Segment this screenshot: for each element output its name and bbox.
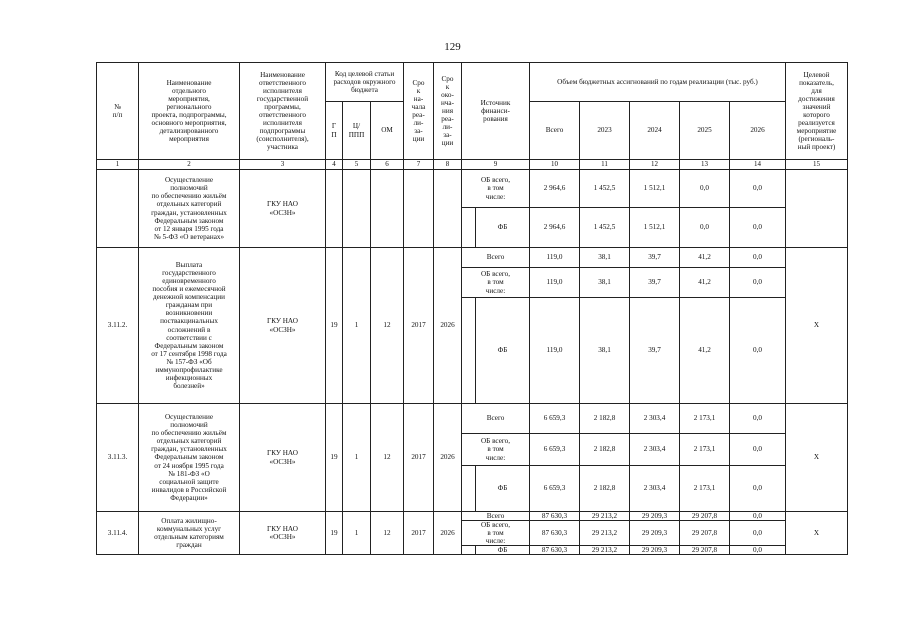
value-total: 6 659,3 [530, 404, 580, 434]
row-name: Выплата государственного единовременного пособия и ежемесячной денежной компенсации гражданам при возникновении поствакцинальных осложнений в соответствии с Федеральным законом от 17 сентября 1998 года № 157-ФЗ «Об иммунопрофилактике инфекционных болезней» [139, 248, 240, 404]
row-end: 2026 [434, 404, 462, 512]
header-no: № п/п [97, 63, 139, 160]
budget-table [96, 62, 848, 555]
row-target: Х [786, 248, 848, 404]
colnum: 6 [371, 160, 404, 170]
row-number: 3.11.4. [97, 512, 139, 555]
row-responsible: ГКУ НАО «ОСЗН» [240, 404, 326, 512]
value-2026: 0,0 [730, 298, 786, 404]
colnum: 9 [462, 160, 530, 170]
row-ppgp: 1 [343, 512, 371, 555]
value-2026: 0,0 [730, 466, 786, 512]
value-2024: 39,7 [630, 248, 680, 268]
row-ppgp [343, 170, 371, 248]
value-total: 6 659,3 [530, 466, 580, 512]
source-label: ОБ всего, в том числе: [462, 170, 530, 208]
value-2025: 0,0 [680, 208, 730, 248]
colnum: 7 [404, 160, 434, 170]
header-source: Источник финанси- рования [462, 63, 530, 160]
value-2026: 0,0 [730, 434, 786, 466]
source-label: ФБ [476, 466, 530, 512]
table-row [97, 404, 848, 434]
colnum: 12 [630, 160, 680, 170]
value-total: 119,0 [530, 298, 580, 404]
page-number: 129 [444, 41, 461, 53]
value-2024: 1 512,1 [630, 208, 680, 248]
row-om: 12 [371, 248, 404, 404]
value-2024: 29 209,3 [630, 546, 680, 555]
value-2024: 39,7 [630, 298, 680, 404]
source-label: Всего [462, 248, 530, 268]
source-label: Всего [462, 512, 530, 521]
value-2025: 41,2 [680, 298, 730, 404]
value-total: 6 659,3 [530, 434, 580, 466]
header-2025: 2025 [680, 102, 730, 160]
value-2025: 41,2 [680, 268, 730, 298]
row-responsible: ГКУ НАО «ОСЗН» [240, 170, 326, 248]
colnum: 14 [730, 160, 786, 170]
header-start: Сро к на- чала реа- ли- за- ции [404, 63, 434, 160]
header-total: Всего [530, 102, 580, 160]
table-row [97, 512, 848, 521]
header-ppgp: Ц/ ППП [343, 102, 371, 160]
colnum: 15 [786, 160, 848, 170]
value-total: 119,0 [530, 268, 580, 298]
row-start: 2017 [404, 404, 434, 512]
row-number: 3.11.3. [97, 404, 139, 512]
value-2025: 0,0 [680, 170, 730, 208]
colnum: 5 [343, 160, 371, 170]
source-label: Всего [462, 404, 530, 434]
table-row [97, 170, 848, 208]
value-2026: 0,0 [730, 170, 786, 208]
value-2023: 1 452,5 [580, 170, 630, 208]
value-2023: 2 182,8 [580, 404, 630, 434]
row-target: Х [786, 512, 848, 555]
value-2023: 29 213,2 [580, 521, 630, 546]
header-om: ОМ [371, 102, 404, 160]
source-label: ФБ [476, 298, 530, 404]
value-2024: 2 303,4 [630, 404, 680, 434]
source-label: ОБ всего, в том числе: [462, 268, 530, 298]
colnum: 1 [97, 160, 139, 170]
value-total: 87 630,3 [530, 512, 580, 521]
source-label: ОБ всего, в том числе: [462, 434, 530, 466]
value-2023: 29 213,2 [580, 546, 630, 555]
value-2024: 1 512,1 [630, 170, 680, 208]
value-2025: 2 173,1 [680, 434, 730, 466]
row-name: Оплата жилищно- коммунальных услуг отдельным категориям граждан [139, 512, 240, 555]
row-gp: 19 [326, 512, 343, 555]
header-target: Целевой показатель, для достижения значений которого реализуется мероприятие (региональ- ный проект) [786, 63, 848, 160]
row-end [434, 170, 462, 248]
row-ppgp: 1 [343, 248, 371, 404]
row-start: 2017 [404, 512, 434, 555]
value-2024: 29 209,3 [630, 512, 680, 521]
value-2026: 0,0 [730, 521, 786, 546]
row-om [371, 170, 404, 248]
value-2023: 38,1 [580, 298, 630, 404]
row-end: 2026 [434, 248, 462, 404]
colnum: 4 [326, 160, 343, 170]
colnum: 11 [580, 160, 630, 170]
value-2023: 1 452,5 [580, 208, 630, 248]
header-responsible: Наименование ответственного исполнителя государственной программы, ответственного исполнителя подпрограммы (соисполнителя), участника [240, 63, 326, 160]
header-2026: 2026 [730, 102, 786, 160]
colnum: 10 [530, 160, 580, 170]
row-number: 3.11.2. [97, 248, 139, 404]
row-gp: 19 [326, 248, 343, 404]
header-gp: Г П [326, 102, 343, 160]
row-om: 12 [371, 404, 404, 512]
header-row [97, 63, 848, 102]
row-om: 12 [371, 512, 404, 555]
value-2025: 2 173,1 [680, 466, 730, 512]
row-responsible: ГКУ НАО «ОСЗН» [240, 248, 326, 404]
row-name: Осуществление полномочий по обеспечению жильём отдельных категорий граждан, установленных Федеральным законом от 24 ноября 1995 года № 181-ФЗ «О социальной защите инвалидов в Российской Федерации» [139, 404, 240, 512]
row-target [786, 170, 848, 248]
value-2023: 2 182,8 [580, 434, 630, 466]
value-total: 87 630,3 [530, 546, 580, 555]
row-start [404, 170, 434, 248]
value-2025: 2 173,1 [680, 404, 730, 434]
value-2025: 29 207,8 [680, 521, 730, 546]
value-2026: 0,0 [730, 404, 786, 434]
value-2026: 0,0 [730, 512, 786, 521]
value-2023: 29 213,2 [580, 512, 630, 521]
colnum: 3 [240, 160, 326, 170]
row-start: 2017 [404, 248, 434, 404]
row-gp: 19 [326, 404, 343, 512]
value-2024: 2 303,4 [630, 466, 680, 512]
value-2024: 39,7 [630, 268, 680, 298]
value-2025: 29 207,8 [680, 512, 730, 521]
colnum: 13 [680, 160, 730, 170]
header-2024: 2024 [630, 102, 680, 160]
colnum: 2 [139, 160, 240, 170]
value-total: 87 630,3 [530, 521, 580, 546]
table-row [97, 248, 848, 268]
header-end: Сро к око- нча- ния реа- ли- за- ции [434, 63, 462, 160]
value-2023: 38,1 [580, 248, 630, 268]
value-2024: 2 303,4 [630, 434, 680, 466]
row-target: Х [786, 404, 848, 512]
header-volume-group: Объем бюджетных ассигнований по годам реализации (тыс. руб.) [530, 63, 786, 102]
value-2026: 0,0 [730, 248, 786, 268]
row-responsible: ГКУ НАО «ОСЗН» [240, 512, 326, 555]
row-name: Осуществление полномочий по обеспечению жильём отдельных категорий граждан, установленных Федеральным законом от 12 января 1995 года № 5-ФЗ «О ветеранах» [139, 170, 240, 248]
value-total: 119,0 [530, 248, 580, 268]
value-2025: 41,2 [680, 248, 730, 268]
row-number [97, 170, 139, 248]
value-2023: 38,1 [580, 268, 630, 298]
value-total: 2 964,6 [530, 170, 580, 208]
value-2026: 0,0 [730, 546, 786, 555]
value-total: 2 964,6 [530, 208, 580, 248]
row-gp [326, 170, 343, 248]
value-2023: 2 182,8 [580, 466, 630, 512]
source-label: ФБ [476, 208, 530, 248]
row-ppgp: 1 [343, 404, 371, 512]
colnum: 8 [434, 160, 462, 170]
column-numbers-row [97, 160, 848, 170]
value-2024: 29 209,3 [630, 521, 680, 546]
value-2025: 29 207,8 [680, 546, 730, 555]
row-end: 2026 [434, 512, 462, 555]
header-name: Наименование отдельного мероприятия, регионального проекта, подпрограммы, основного мероприятия, детализированного мероприятия [139, 63, 240, 160]
value-2026: 0,0 [730, 268, 786, 298]
source-label: ФБ [476, 546, 530, 555]
source-label: ОБ всего, в том числе: [462, 521, 530, 546]
header-2023: 2023 [580, 102, 630, 160]
value-2026: 0,0 [730, 208, 786, 248]
header-code-group: Код целевой статьи расходов окружного бюджета [326, 63, 404, 102]
